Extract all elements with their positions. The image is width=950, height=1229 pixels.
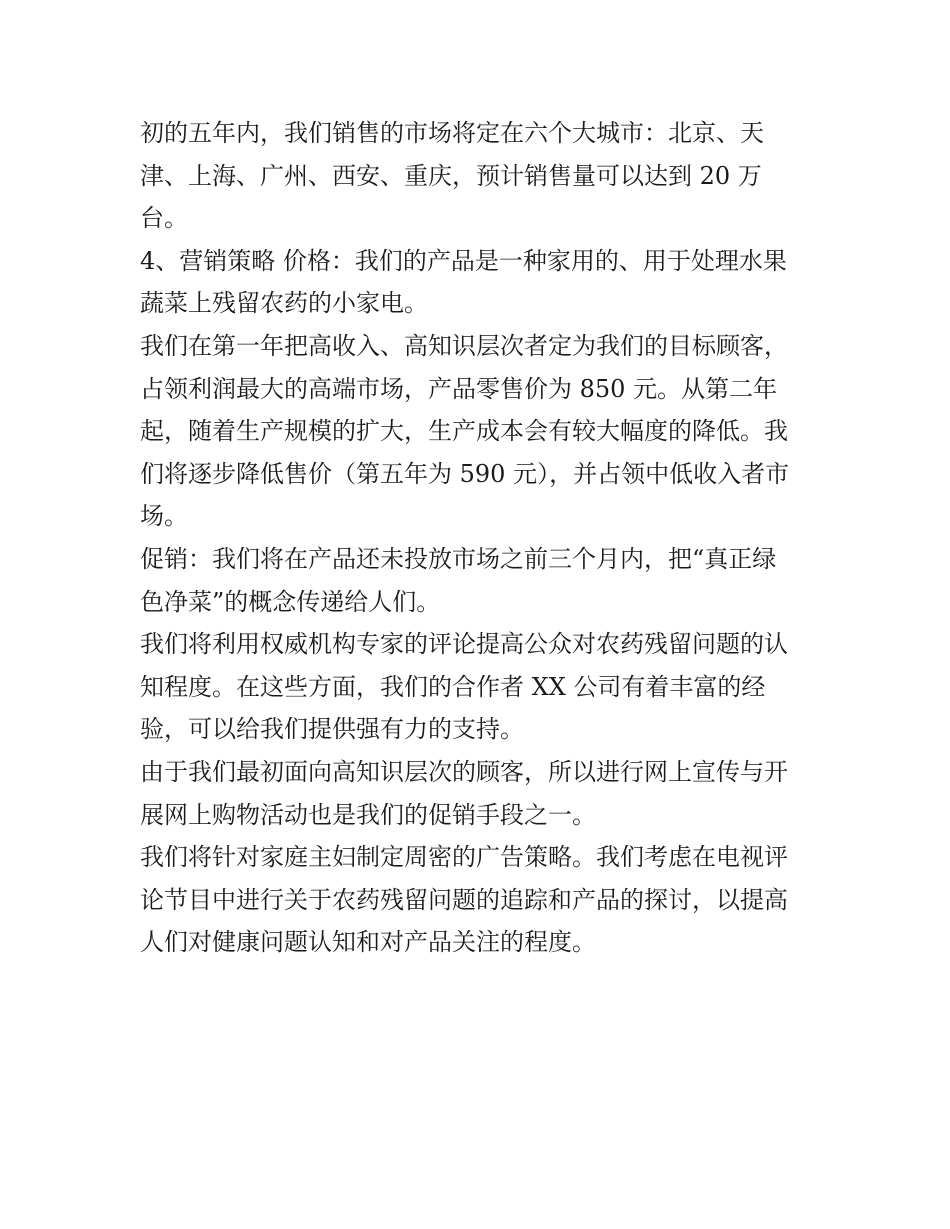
text-line: 我们将利用权威机构专家的评论提高公众对农药残留问题的认 xyxy=(140,630,788,659)
text-line: 起，随着生产规模的扩大，生产成本会有较大幅度的降低。我 xyxy=(140,417,788,446)
text-line: 占领利润最大的高端市场，产品零售价为 850 元。从第二年 xyxy=(140,374,778,403)
text-line: 人们对健康问题认知和对产品关注的程度。 xyxy=(140,928,596,957)
text-line: 们将逐步降低售价（第五年为 590 元），并占领中低收入者市 xyxy=(140,459,790,488)
text-line: 验，可以给我们提供强有力的支持。 xyxy=(140,715,524,744)
text-line: 4、营销策略 价格：我们的产品是一种家用的、用于处理水果 xyxy=(140,246,787,275)
text-line: 我们将针对家庭主妇制定周密的广告策略。我们考虑在电视评 xyxy=(140,843,788,872)
text-line: 论节目中进行关于农药残留问题的追踪和产品的探讨，以提高 xyxy=(140,885,788,914)
text-line: 津、上海、广州、西安、重庆，预计销售量可以达到 20 万 xyxy=(140,161,762,190)
text-line: 色净菜”的概念传递给人们。 xyxy=(140,587,441,616)
text-line: 促销：我们将在产品还未投放市场之前三个月内，把“真正绿 xyxy=(140,544,777,573)
text-line: 初的五年内，我们销售的市场将定在六个大城市：北京、天 xyxy=(140,119,764,147)
text-line: 由于我们最初面向高知识层次的顾客，所以进行网上宣传与开 xyxy=(140,757,788,786)
text-line: 场。 xyxy=(140,502,188,531)
text-line: 知程度。在这些方面，我们的合作者 XX 公司有着丰富的经 xyxy=(140,672,766,701)
text-line: 蔬菜上残留农药的小家电。 xyxy=(140,289,428,318)
document-body xyxy=(140,112,820,964)
text-line: 展网上购物活动也是我们的促销手段之一。 xyxy=(140,800,596,829)
text-line: 我们在第一年把高收入、高知识层次者定为我们的目标顾客， xyxy=(140,331,788,360)
text-line: 台。 xyxy=(140,204,188,233)
